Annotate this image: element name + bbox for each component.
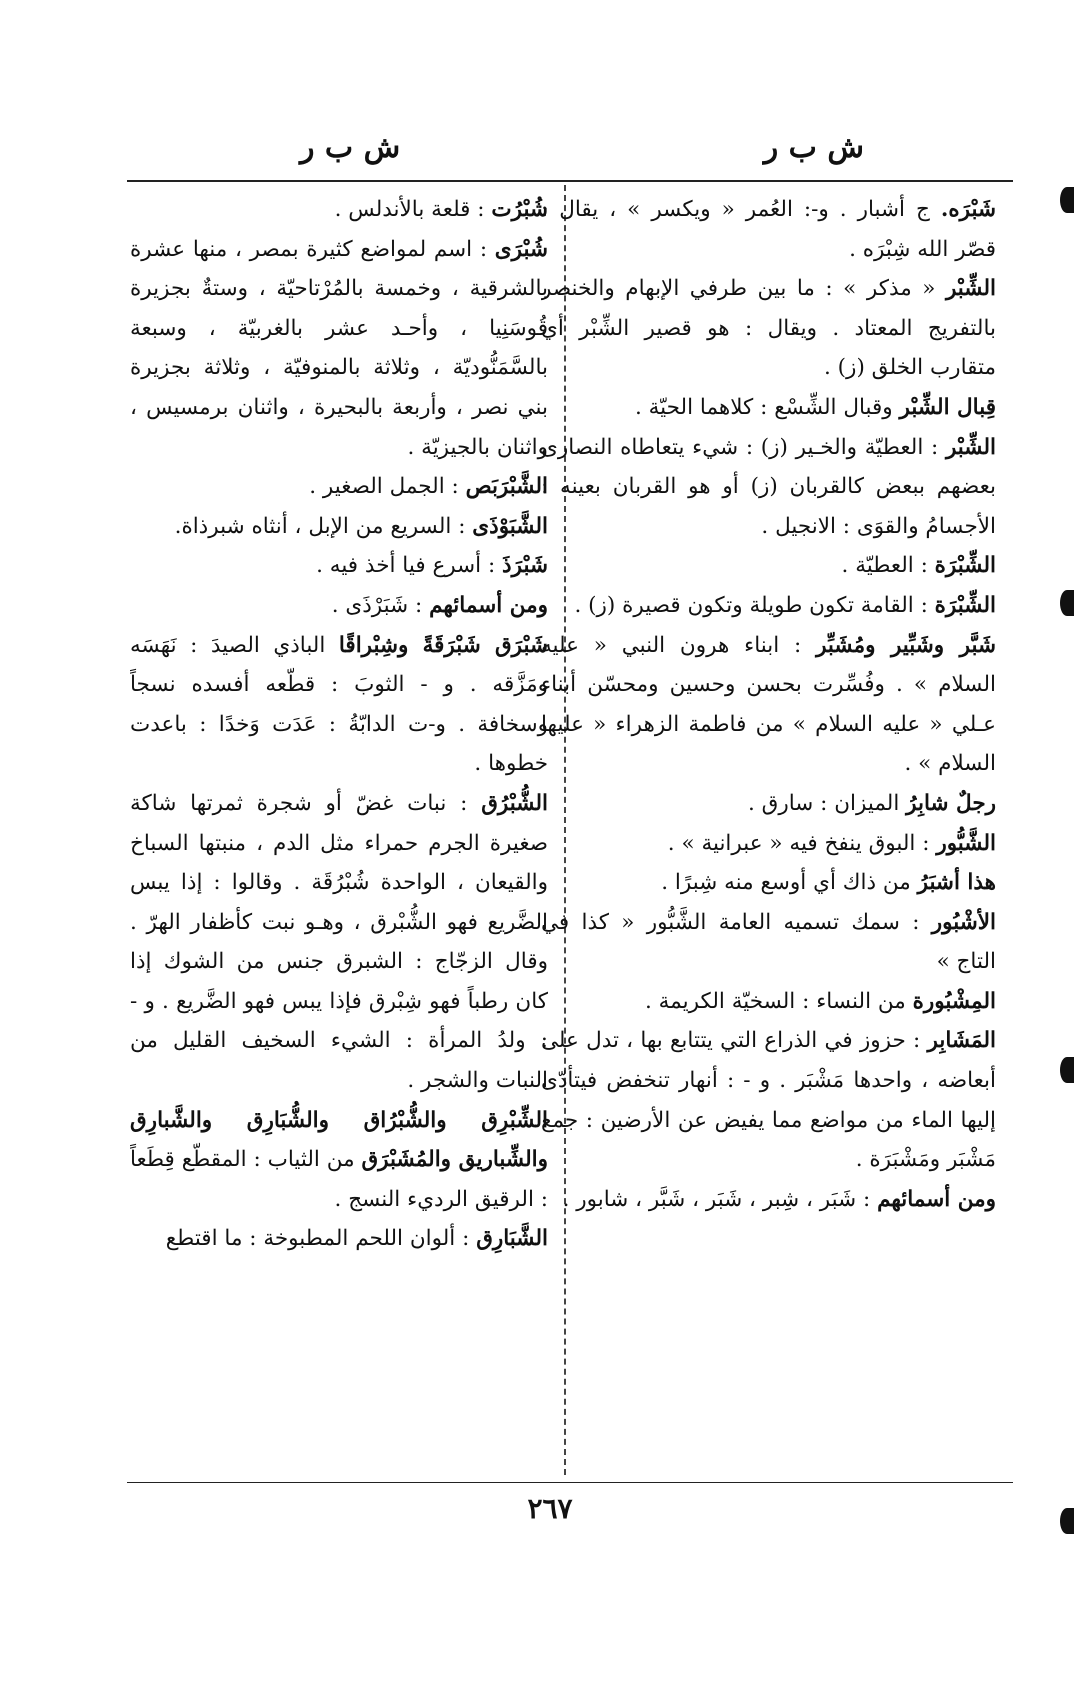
definition: : السريع من الإبل ، أنثاه شبرذاة. [174, 513, 473, 539]
headword: شُبْرَى [494, 236, 548, 262]
entry [541, 586, 996, 626]
entry [130, 586, 548, 626]
headword: رجلٌ شابِرُ [906, 790, 996, 816]
headword: الشَّبْرَبَص [465, 474, 548, 500]
headword: المَشَابِر [927, 1028, 996, 1054]
headword: الشِّبْرَة [934, 553, 996, 579]
definition: وقبال الشِّسْع : كلاهما الحيّة . [634, 394, 900, 420]
definition: : سمك تسميه العامة الشَّبُّور « كذا في التاج » [541, 909, 996, 975]
headword: شَبْرَه. [940, 197, 996, 222]
definition: من النساء : السخيّة الكريمة . [644, 988, 913, 1014]
definition: : العطيّة والخـير (ز) : شيء يتعاطاه النصارى بعضهم ببعض كالقربان (ز) أو هو القربان بعينه : الأجسامُ والقوَى : الانجيل . [541, 434, 996, 539]
headword: الشَّبَوْذَى [472, 513, 548, 539]
entry [130, 507, 548, 547]
headword: الشَّبَارِق [476, 1226, 548, 1252]
headword: هذا أشبَرُ [917, 870, 996, 896]
right-column [541, 190, 996, 1475]
entry [541, 428, 996, 547]
entry [130, 626, 548, 784]
entry [541, 1180, 996, 1220]
definition: : ابناء هرون النبي « عليه السلام » . وفُسِّرت بحسن وحسين ومحسّن أبناء عـلي « عليه السلام » من فاطمة الزهراء « عليها السلام » . [541, 632, 996, 777]
headword: الشِّبْرَة [934, 592, 996, 618]
header-rule [127, 180, 1013, 182]
entry [541, 824, 996, 864]
headword: شُبْرُت [491, 197, 548, 222]
definition: : نبات غضّ أو شجرة ثمرتها شاكة صغيرة الجرم حمراء مثل الدم ، منبتها السباخ والقيعان ، الواحدة شُبْرُقَة . وقالوا : إذا يبس الضَّريع فهو الشُّبْرق ، وهـو نبت كأظفار الهرّ . وقال الزجّاج : الشبرق جنس من الشوك إذا كان رطباً فهو شِبْرق فإذا يبس فهو الضَّريع . و - : ولدُ المرأة : الشيء السخيف القليل من النبات والشجر . [130, 790, 548, 1094]
definition: : شَبَر ، شِبر ، شَبَر ، شَبَّر ، شابور . [562, 1186, 878, 1212]
page-number: ٢٦٧ [527, 1492, 573, 1525]
running-header-right: ش ب ر [763, 130, 864, 165]
left-column [130, 190, 548, 1475]
entry [541, 626, 996, 784]
entry [541, 388, 996, 428]
definition: « مذكر » : ما بين طرفي الإبهام والخنصر بالتفريج المعتاد . ويقال : هو قصير الشِّبْر أي متقارب الخلق (ز) . [541, 276, 996, 381]
headword: الشِّبْر [945, 434, 996, 460]
entry [130, 190, 548, 230]
definition: : حزوز في الذراع التي يتتابع بها ، تدل على أبعاضه ، واحدها مَشْبَر . و - : أنهار تنخفض فيتأدّى إليها الماء من مواضع مما يفيض عن الأرضين : جمع مَشْبَر ومَشْبَرَة . [541, 1028, 996, 1173]
definition: : أسرع فيا أخذ فيه . [316, 553, 503, 579]
headword: شَبْرَق شَبْرَقَةً وشِبْراقًا [338, 632, 548, 658]
headword: الشِّبْر [945, 276, 996, 302]
headword: ومن أسمائهم [429, 592, 548, 618]
definition: : قلعة بالأندلس . [334, 197, 492, 222]
definition: : الجمل الصغير . [309, 474, 466, 500]
scan-margin-mark [1060, 187, 1074, 213]
definition: : شَبَرْذَى . [331, 592, 430, 618]
headword: شَبَّر وشَبِّير ومُشَبِّر [816, 632, 996, 658]
running-header-left: ش ب ر [300, 130, 401, 165]
entry [130, 784, 548, 1101]
scan-margin-mark [1060, 590, 1074, 616]
headword: الشُّبْرُق [481, 790, 548, 816]
entry [130, 467, 548, 507]
entry [541, 784, 996, 824]
definition: الميزان : سارق . [748, 790, 907, 816]
headword: المِشْبُورة [912, 988, 996, 1014]
entry [541, 546, 996, 586]
entry [130, 1219, 548, 1259]
headword: الأشْبُور [931, 909, 996, 935]
entry [541, 190, 996, 269]
entry [130, 546, 548, 586]
headword: ومن أسمائهم [877, 1186, 996, 1212]
entry [130, 1101, 548, 1220]
definition: من ذاك أي أوسع منه شِبرًا . [661, 870, 918, 896]
definition: : القامة تكون طويلة وتكون قصيرة (ز) . [574, 592, 935, 618]
entry [541, 982, 996, 1022]
entry [541, 1021, 996, 1179]
definition: ج أشبار . و-: العُمر « ويكسر » ، يقال : قصّر الله شِبْرَه . [541, 197, 996, 262]
definition: : اسم لمواضع كثيرة بمصر ، منها عشرة بالشرقية ، وخمسة بالمُرْتاحيّة ، وستةٌ بجزيرة قُوسَنِيا ، وأحـد عشر بالغربيّة ، وسبعة بالسَّمَنُّوديّة ، وثلاثة بالمنوفيّة ، وثلاثة بجزيرة بني نصر ، وأربعة بالبحيرة ، واثنان برمسيس ، واثنان بالجيزيّة . [130, 236, 548, 460]
entry [541, 903, 996, 982]
entry [541, 269, 996, 388]
headword: شَبْرَذَ [502, 553, 548, 579]
scan-margin-mark [1060, 1508, 1074, 1534]
entry [130, 230, 548, 468]
definition: : ألوان اللحم المطبوخة : ما اقتطع [165, 1226, 477, 1252]
definition: : العطيّة . [841, 553, 935, 579]
definition: : البوق ينفخ فيه « عبرانية » . [667, 830, 937, 856]
footer-rule [127, 1482, 1013, 1483]
scan-margin-mark [1060, 1057, 1074, 1083]
headword: قِبال الشِّبْر [899, 394, 996, 420]
definition: الباذي الصيدَ : نَهَسَه ومَزَّقه . و - الثوبَ : قطّعه أفسده نسجاً وسخافة . و-ت الدابّةُ : عَدَت وَخدًا : باعدت خطوها . [130, 632, 548, 777]
headword: الشَّبُّور [936, 830, 996, 856]
definition: من الثياب : المقطّع قِطَعاً : الرقيق الرديء النسج . [130, 1147, 548, 1212]
entry [541, 863, 996, 903]
headword: الشِّبْرِق والشُّبْرُاق والشُّبَارِق والشَّبارِق والشِّباريق والمُشَبْرَق [130, 1107, 548, 1173]
